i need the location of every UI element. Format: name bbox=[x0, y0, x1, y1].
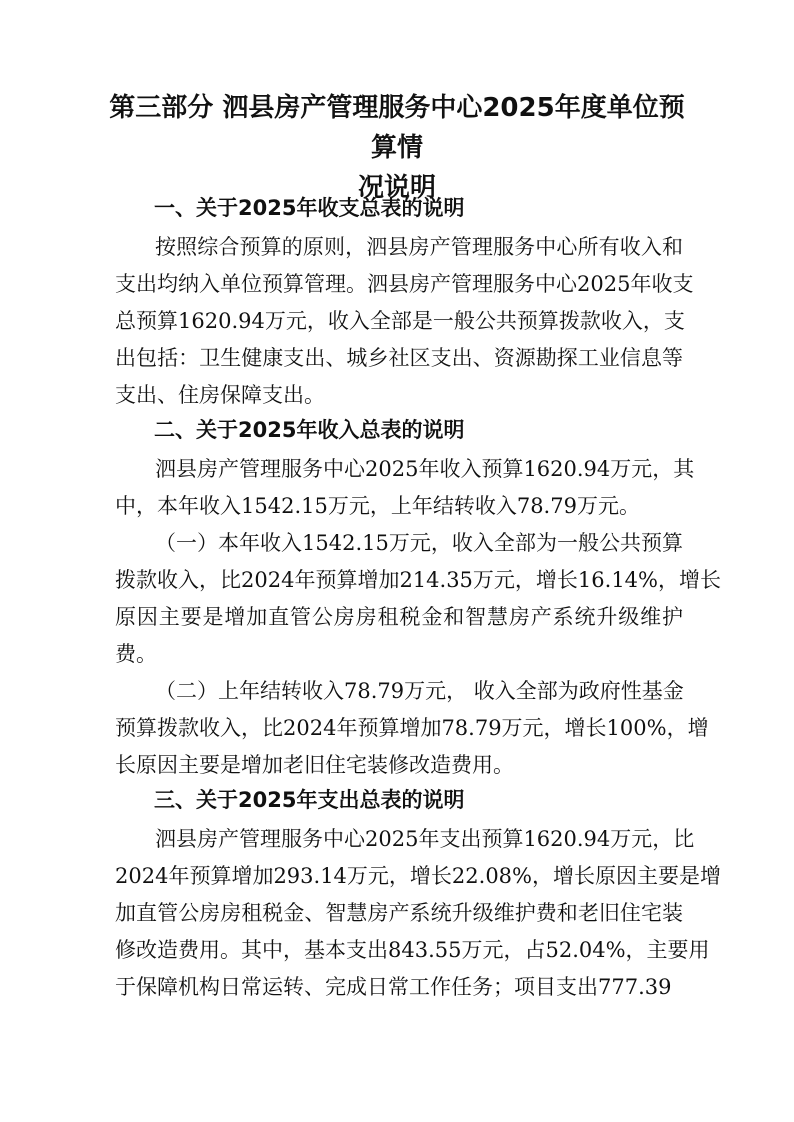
paragraph-line: 支出均纳入单位预算管理。泗县房产管理服务中心2025年收支 bbox=[115, 272, 694, 296]
paragraph-line: 按照综合预算的原则，泗县房产管理服务中心所有收入和 bbox=[155, 235, 683, 259]
section-2-sub-1-paragraph bbox=[115, 525, 721, 673]
section-3-heading: 三、关于2025年支出总表的说明 bbox=[154, 788, 465, 812]
paragraph-line: 泗县房产管理服务中心2025年支出预算1620.94万元，比 bbox=[155, 827, 695, 851]
paragraph-line: 修改造费用。其中，基本支出843.55万元，占52.04%，主要用 bbox=[115, 938, 710, 962]
paragraph-line: 长原因主要是增加老旧住宅装修改造费用。 bbox=[115, 753, 514, 777]
paragraph-line: （一）本年收入1542.15万元，收入全部为一般公共预算 bbox=[155, 531, 683, 555]
section-1-heading: 一、关于2025年收支总表的说明 bbox=[154, 196, 465, 220]
paragraph-line: 2024年预算增加293.14万元，增长22.08%，增长原因主要是增 bbox=[115, 864, 721, 888]
paragraph-line: 于保障机构日常运转、完成日常工作任务；项目支出777.39 bbox=[115, 975, 672, 999]
paragraph-line: 加直管公房房租税金、智慧房产系统升级维护费和老旧住宅装 bbox=[115, 901, 683, 925]
section-1-paragraph bbox=[115, 229, 694, 414]
paragraph-line: 费。 bbox=[115, 642, 157, 666]
paragraph-line: 预算拨款收入，比2024年预算增加78.79万元，增长100%，增 bbox=[115, 716, 709, 740]
paragraph-line: 拨款收入，比2024年预算增加214.35万元，增长16.14%，增长 bbox=[115, 568, 721, 592]
paragraph-line: 原因主要是增加直管公房房租税金和智慧房产系统升级维护 bbox=[115, 605, 683, 629]
paragraph-line: 支出、住房保障支出。 bbox=[115, 383, 325, 407]
paragraph-line: （二）上年结转收入78.79万元， 收入全部为政府性基金 bbox=[155, 679, 684, 703]
title-line-1: 第三部分 泗县房产管理服务中心2025年度单位预算情 bbox=[109, 93, 685, 163]
section-2-heading: 二、关于2025年收入总表的说明 bbox=[154, 418, 465, 442]
paragraph-line: 中，本年收入1542.15万元，上年结转收入78.79万元。 bbox=[115, 494, 640, 518]
section-3-paragraph bbox=[115, 821, 721, 1006]
document-title bbox=[100, 88, 694, 208]
section-2-sub-2-paragraph bbox=[115, 673, 709, 784]
paragraph-line: 泗县房产管理服务中心2025年收入预算1620.94万元，其 bbox=[155, 457, 695, 481]
paragraph-line: 总预算1620.94万元，收入全部是一般公共预算拨款收入，支 bbox=[115, 309, 685, 333]
section-2-paragraph bbox=[115, 451, 695, 525]
paragraph-line: 出包括：卫生健康支出、城乡社区支出、资源勘探工业信息等 bbox=[115, 346, 683, 370]
title-line-2: 况说明 bbox=[357, 173, 436, 203]
